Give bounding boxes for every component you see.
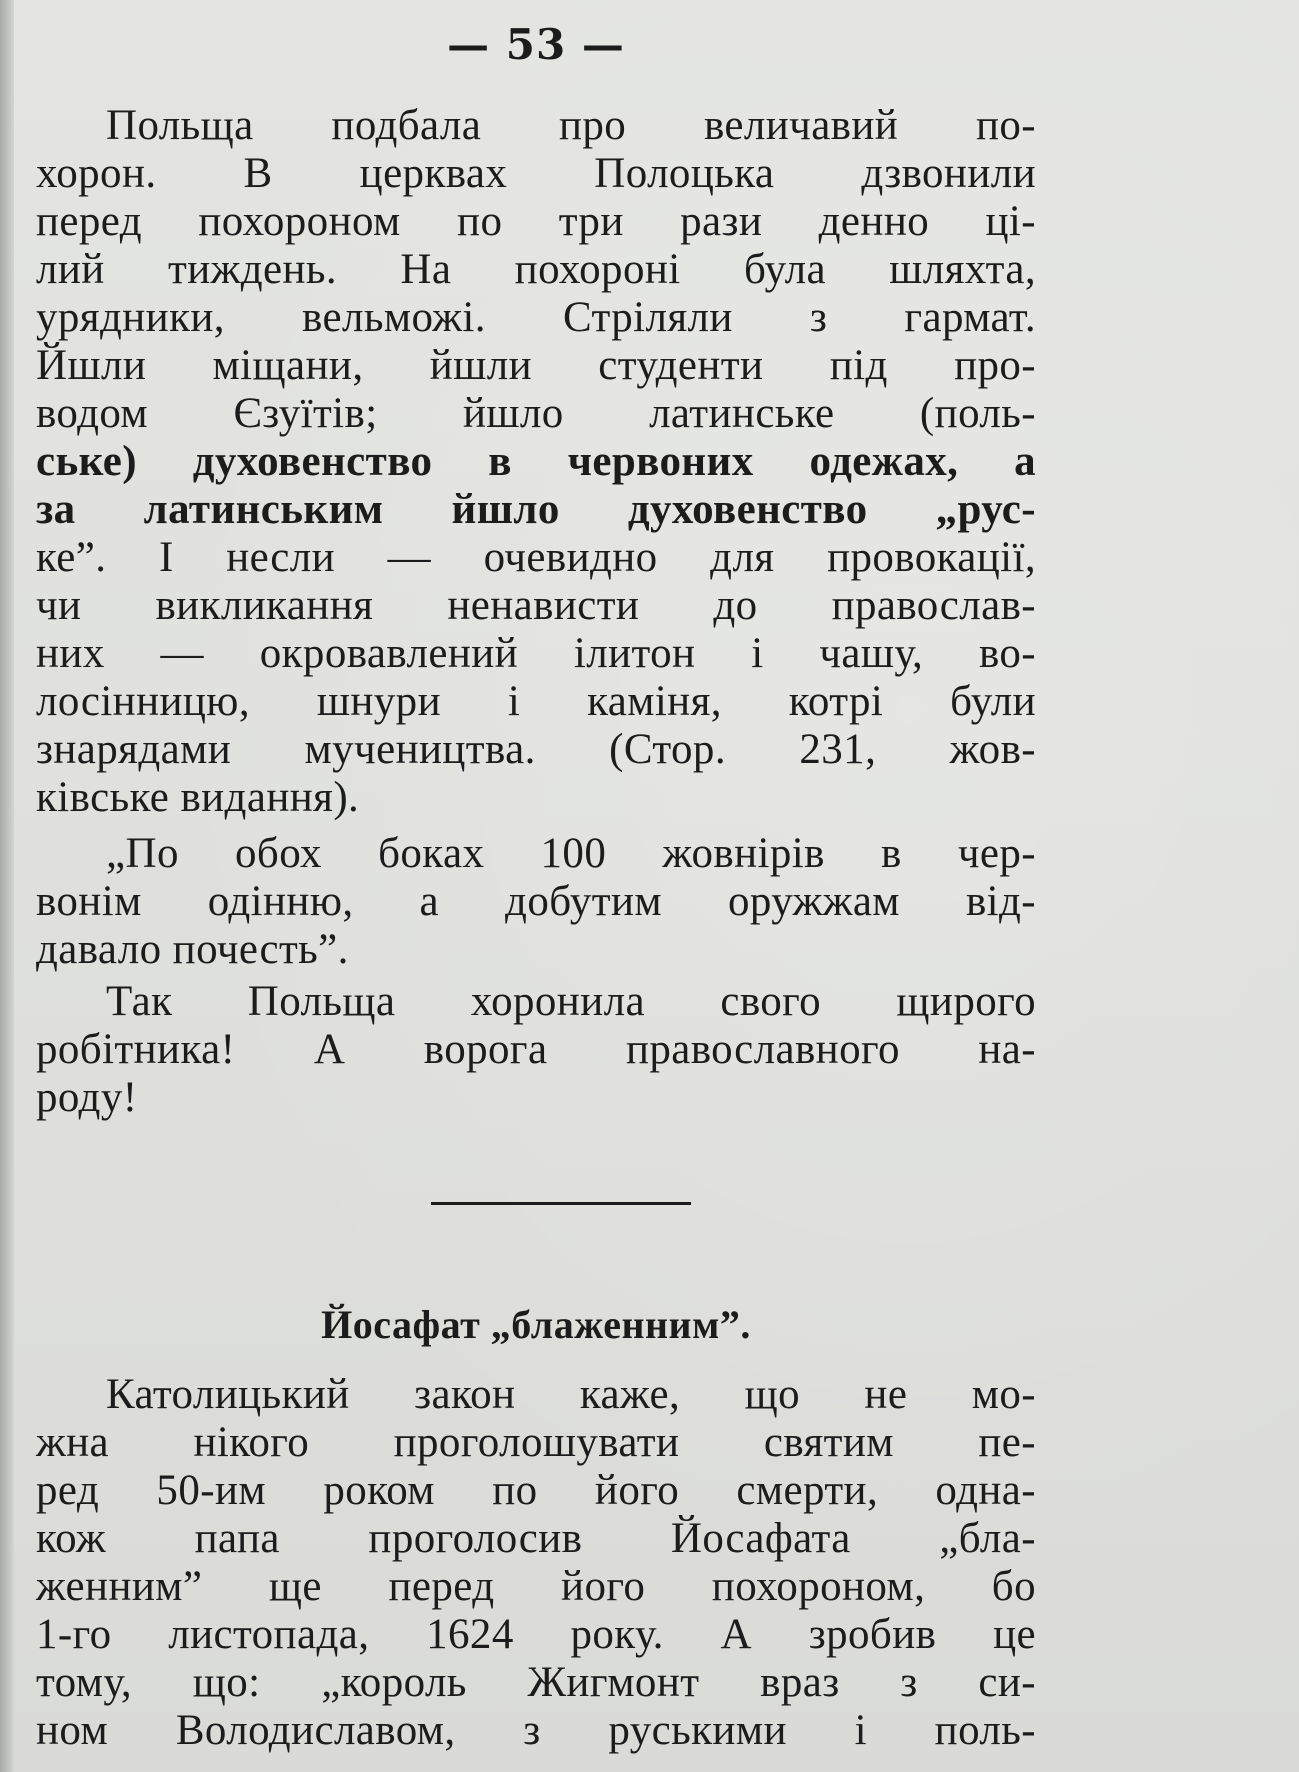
text-line: робітника! А ворога православного на-: [36, 1026, 1036, 1073]
text-line: ківське видання).: [36, 774, 360, 821]
section-heading: Йосафат „блаженним”.: [321, 1302, 751, 1347]
text-line: лосінницю, шнури і каміня, котрі були: [36, 678, 1036, 725]
text-line: Католицький закон каже, що не мо-: [106, 1371, 1036, 1418]
paragraph-beatification: [36, 1371, 1036, 1755]
text-line: жна нікого проголошувати святим пе-: [36, 1419, 1036, 1466]
text-line: урядники, вельможі. Стріляли з гармат.: [36, 294, 1036, 341]
text-line: ке”. І несли — очевидно для провокації,: [36, 534, 1036, 581]
text-line: „По обох боках 100 жовнірів в чер-: [106, 830, 1036, 877]
text-line: женним” ще перед його похороном, бо: [36, 1563, 1036, 1610]
text-line: тому, що: „король Жигмонт враз з си-: [36, 1659, 1036, 1706]
text-line: Польща подбала про величавий по-: [106, 102, 1036, 149]
text-line: перед похороном по три рази денно ці-: [36, 198, 1036, 245]
paragraph-conclusion: [36, 978, 1036, 1122]
text-line: роду!: [36, 1074, 138, 1121]
text-line: ном Володиславом, з руськими і поль-: [36, 1707, 1036, 1754]
text-column: [36, 0, 1036, 1755]
text-line: лий тиждень. На похороні була шляхта,: [36, 246, 1036, 293]
page-gutter-shadow: [0, 0, 14, 1772]
text-line: кож папа проголосив Йосафата „бла-: [36, 1515, 1036, 1562]
text-line: вонім одінню, а добутим оружжам від-: [36, 878, 1036, 925]
page-number: — 53 —: [447, 20, 625, 69]
text-line: ське) духовенство в червоних одежах, а: [36, 438, 1036, 485]
section-divider: [431, 1202, 691, 1205]
paragraph-funeral: [36, 102, 1036, 822]
text-line: ред 50-им роком по його смерти, одна-: [36, 1467, 1036, 1514]
paragraph-soldiers-quote: [36, 830, 1036, 974]
text-line: них — окровавлений ілитон і чашу, во-: [36, 630, 1036, 677]
text-line: водом Єзуїтів; йшло латинське (поль-: [36, 390, 1036, 437]
text-line: чи викликання ненависти до православ-: [36, 582, 1036, 629]
text-line: Так Польща хоронила свого щирого: [106, 978, 1036, 1025]
text-line: Йшли міщани, йшли студенти під про-: [36, 342, 1036, 389]
text-line: за латинським йшло духовенство „рус-: [36, 486, 1036, 533]
text-line: знарядами мучеництва. (Стор. 231, жов-: [36, 726, 1036, 773]
text-line: 1-го листопада, 1624 року. А зробив це: [36, 1611, 1036, 1658]
text-line: хорон. В церквах Полоцька дзвонили: [36, 150, 1036, 197]
text-line: давало почесть”.: [36, 926, 349, 973]
